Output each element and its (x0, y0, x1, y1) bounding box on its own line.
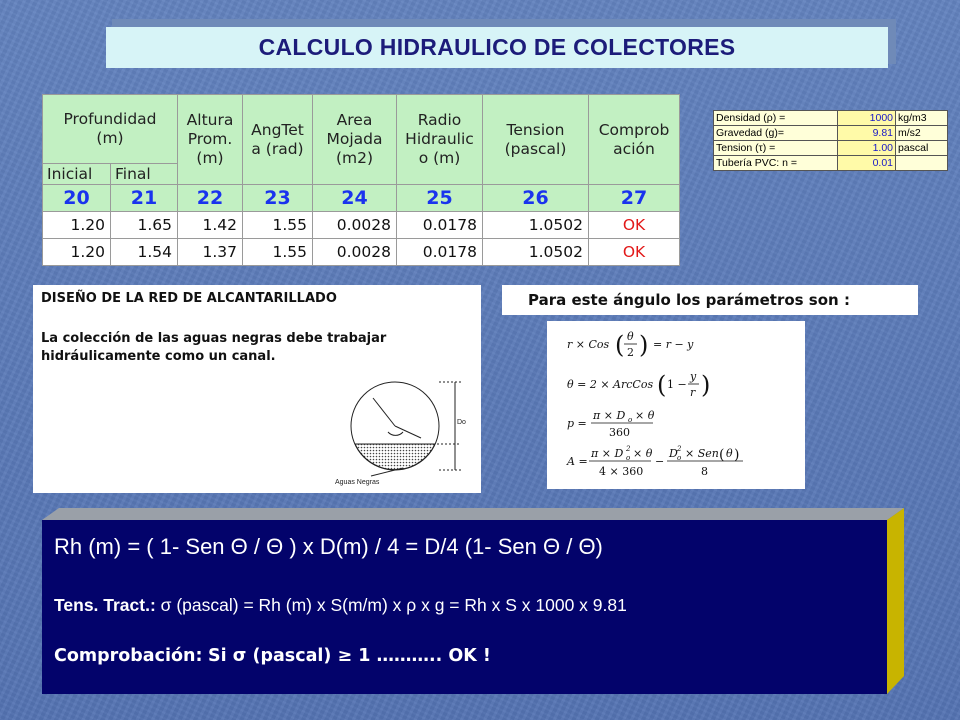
cell-tension: 1.0502 (483, 212, 589, 239)
column-number: 20 (43, 185, 111, 212)
sewer-design-panel (33, 285, 481, 493)
cell-final: 1.54 (111, 239, 178, 266)
svg-text:8: 8 (701, 465, 708, 478)
svg-text:): ) (734, 447, 740, 463)
param-unit: kg/m3 (896, 111, 948, 126)
parameters-table (713, 110, 948, 171)
header-radio: Radio Hidraulic o (m) (397, 95, 483, 185)
angle-caption: Para este ángulo los parámetros son : (502, 285, 918, 315)
svg-text:r: r (690, 386, 696, 399)
param-label: Densidad (ρ) = (714, 111, 838, 126)
svg-text:o: o (628, 416, 633, 424)
formula-3 (567, 409, 655, 439)
param-value: 1000 (838, 111, 896, 126)
aguas-negras-label: Aguas Negras (335, 479, 380, 486)
svg-text:× θ: × θ (635, 409, 655, 422)
param-label: Tubería PVC: n = (714, 156, 838, 171)
formula-summary-box (42, 520, 887, 694)
formula-2 (567, 370, 710, 399)
param-unit: pascal (896, 141, 948, 156)
svg-text:2: 2 (626, 445, 631, 453)
svg-text:2: 2 (677, 445, 682, 453)
svg-text:2: 2 (627, 346, 634, 359)
table-row (43, 212, 680, 239)
subheader-final: Final (111, 164, 178, 185)
param-value: 0.01 (838, 156, 896, 171)
param-label: Tension (τ) = (714, 141, 838, 156)
param-unit: m/s2 (896, 126, 948, 141)
cell-angteta: 1.55 (243, 212, 313, 239)
svg-text:(: ( (657, 371, 667, 399)
svg-text:= r − y: = r − y (653, 338, 694, 351)
header-profundidad: Profundidad (m) (43, 95, 178, 164)
do-label: Do (457, 419, 466, 426)
cell-angteta: 1.55 (243, 239, 313, 266)
svg-text:o: o (677, 454, 682, 462)
param-label: Gravedad (g)= (714, 126, 838, 141)
tension-formula: Tens. Tract.: σ (pascal) = Rh (m) x S(m/m) x ρ x g = Rh x S x 1000 x 9.81 (54, 595, 627, 615)
cell-final: 1.65 (111, 212, 178, 239)
header-angteta: AngTet a (rad) (243, 95, 313, 185)
cell-comprobacion: OK (589, 239, 680, 266)
cell-comprobacion: OK (589, 212, 680, 239)
param-value: 9.81 (838, 126, 896, 141)
cell-altura: 1.37 (178, 239, 243, 266)
slide-title: CALCULO HIDRAULICO DE COLECTORES (106, 27, 888, 68)
hydraulic-table (42, 94, 680, 266)
formulas-panel (547, 321, 805, 489)
cell-area: 0.0028 (313, 239, 397, 266)
svg-text:D: D (669, 447, 678, 460)
cell-inicial: 1.20 (43, 239, 111, 266)
rh-formula: Rh (m) = ( 1- Sen Θ / Θ ) x D(m) / 4 = D/4 (1- Sen Θ / Θ) (54, 534, 603, 559)
header-comprobacion: Comprob ación (589, 95, 680, 185)
pipe-cross-section-diagram (333, 380, 473, 488)
column-number: 23 (243, 185, 313, 212)
svg-text:(: ( (615, 331, 625, 359)
param-row (714, 126, 948, 141)
design-title: DISEÑO DE LA RED DE ALCANTARILLADO (41, 291, 337, 306)
param-unit (896, 156, 948, 171)
svg-text:π × D: π × D (591, 447, 624, 460)
svg-text:r × Cos: r × Cos (567, 338, 610, 351)
svg-text:p =: p = (567, 417, 587, 430)
svg-text:y: y (690, 370, 697, 383)
param-row (714, 111, 948, 126)
header-altura: Altura Prom. (m) (178, 95, 243, 185)
param-row (714, 141, 948, 156)
svg-text:π × D: π × D (593, 409, 626, 422)
cell-radio: 0.0178 (397, 239, 483, 266)
cell-tension: 1.0502 (483, 239, 589, 266)
table-row (43, 239, 680, 266)
svg-text:× Sen: × Sen (685, 447, 719, 460)
header-tension: Tension (pascal) (483, 95, 589, 185)
svg-text:4 × 360: 4 × 360 (599, 465, 644, 478)
svg-text:): ) (639, 331, 649, 359)
column-number: 24 (313, 185, 397, 212)
comprobacion-formula: Comprobación: Si σ (pascal) ≥ 1 ……….. OK ! (54, 646, 491, 666)
cell-area: 0.0028 (313, 212, 397, 239)
svg-text:θ: θ (726, 447, 733, 460)
column-number: 25 (397, 185, 483, 212)
svg-text:): ) (701, 371, 711, 399)
param-value: 1.00 (838, 141, 896, 156)
cell-altura: 1.42 (178, 212, 243, 239)
svg-text:(: ( (719, 447, 725, 463)
design-description: La colección de las aguas negras debe trabajar hidráulicamente como un canal. (41, 331, 387, 364)
column-number: 21 (111, 185, 178, 212)
formula-1 (567, 330, 694, 359)
svg-text:1 −: 1 − (667, 378, 687, 391)
cell-inicial: 1.20 (43, 212, 111, 239)
svg-text:−: − (655, 455, 665, 468)
svg-text:× θ: × θ (633, 447, 653, 460)
column-number: 22 (178, 185, 243, 212)
cell-radio: 0.0178 (397, 212, 483, 239)
svg-text:A =: A = (567, 455, 588, 468)
header-area: Area Mojada (m2) (313, 95, 397, 185)
svg-text:θ = 2 × ArcCos: θ = 2 × ArcCos (567, 378, 654, 391)
column-number: 27 (589, 185, 680, 212)
formula-4 (566, 445, 743, 478)
subheader-inicial: Inicial (43, 164, 111, 185)
svg-text:θ: θ (627, 330, 634, 343)
column-number: 26 (483, 185, 589, 212)
param-row (714, 156, 948, 171)
svg-text:360: 360 (609, 426, 630, 439)
column-number-row (43, 185, 680, 212)
svg-text:o: o (626, 454, 631, 462)
